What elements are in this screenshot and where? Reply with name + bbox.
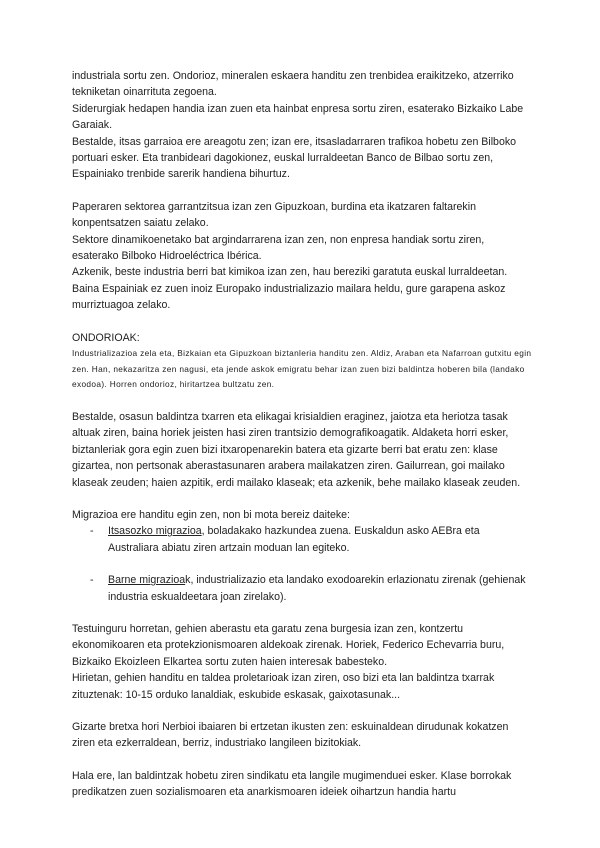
paragraph-conclusions: Industrializazioa zela eta, Bizkaian eta Gipuzkoan biztanleria handitu zen. Aldiz, Araban eta Nafarroan gutxitu egin zen. Han, nekazaritza zen nagusi, eta jende askok emigratu behar izan zuen bizi baldintza hoberen bila (landako exodoa). Horren ondorioz, hiritartzea bultzatu zen. [72,348,532,390]
list-item-term: Barne migrazioa [108,574,186,587]
spacer [72,556,532,572]
paragraph-proletariat: Hirietan, gehien handitu en taldea proletarioak izan ziren, oso bizi eta lan baldintza txarrak zituztenak: 10-15 orduko lanaldiak, eskubide eskasak, gaixotasunak... [72,672,495,701]
spacer [72,703,532,719]
spacer [72,314,532,330]
spacer [72,752,532,768]
spacer [72,393,532,409]
dash-bullet: - [90,525,94,538]
migration-list [72,523,532,605]
paragraph-railway: industriala sortu zen. Ondorioz, mineralen eskaera handitu zen trenbidea eraikitzeko, atzerriko tekniketan oinarrituta zegoena. [72,70,514,99]
spacer [72,491,532,507]
list-item [72,523,532,556]
paragraph-demography: Bestalde, osasun baldintza txarren eta elikagai krisialdien eraginez, jaiotza eta heriotza tasak altuak ziren, baina horiek jeisten hasi ziren trantsizio demografikoagatik. Aldaketa horri esker, biztanleriak gora egin zuen bizi itxaropenarekin batera eta gizarte berri bat eratu zen: klase gizartea, non pertsonak aberastasunaren arabera mailakatzen ziren. Gailurrean, goi mailako klaseak zeuden; haien azpitik, erdi mailako klaseak; eta azkenik, behe mailako klaseak zeuden. [72,410,521,489]
paragraph-social-gap: Gizarte bretxa hori Nerbioi ibaiaren bi ertzetan ikusten zen: eskuinaldean dirudunak kokatzen ziren eta ezkerraldean, berriz, industriako langileen bizitokiak. [72,720,509,750]
paragraph-migration: Migrazioa ere handitu egin zen, non bi mota bereiz daiteke: [72,508,350,521]
list-item-text: k, industrializazio eta landako exodoarekin erlazionatu zirenak (gehienak industria eskualdeetara joan zirelako). [108,574,526,603]
paragraph-bourgeoisie: Testuinguru horretan, gehien aberastu eta garatu zena burgesia izan zen, kontzertu ekonomikoaren eta protekzionismoaren aldekoak zirenak. Horiek, Federico Echevarria buru, Bizkaiko Ekoizleen Elkartea sortu zuten haien interesak babesteko. [72,622,505,668]
list-item [72,572,532,605]
list-item-term: Itsasozko migrazioa [108,525,202,538]
document-page [72,68,532,801]
paragraph-siderurgy: Siderurgiak hedapen handia izan zuen eta hainbat enpresa sortu ziren, esaterako Bizkaiko Labe Garaiak. [72,102,524,132]
spacer [72,605,532,621]
paragraph-paper: Paperaren sektorea garrantzitsua izan zen Gipuzkoan, burdina eta ikatzaren faltarekin konpentsatzen saiatu zelako. [72,200,476,230]
paragraph-transport: Bestalde, itsas garraioa ere areagotu zen; izan ere, itsasladarraren trafikoa hobetu zen Bilboko portuari esker. Eta tranbideari dagokionez, euskal lurraldeetan Banco de Bilbao sortu zen, Espainiako trenbide sarerik handiena bihurtuz. [72,135,517,181]
dash-bullet: - [90,574,94,587]
list-item-text: , boladakako hazkundea zuena. Euskaldun asko AEBra eta Australiara abiatu ziren artzain moduan lan egiteko. [108,525,480,554]
paragraph-unions: Hala ere, lan baldintzak hobetu ziren sindikatu eta langile mugimenduei esker. Klase borrokak predikatzen zuen sozialismoaren eta anarkismoaren ideiek oihartzun handia hartu [72,769,512,799]
paragraph-electricity: Sektore dinamikoenetako bat argindarrarena izan zen, non enpresa handiak sortu ziren, esaterako Bilboko Hidroeléctrica Ibérica. [72,233,485,263]
spacer [72,183,532,199]
section-heading: ONDORIOAK: [72,331,140,344]
paragraph-chemistry: Azkenik, beste industria berri bat kimikoa izan zen, hau bereziki garatuta euskal lurraldeetan. Baina Espainiak ez zuen inoiz Europako industrializazio mailara heldu, gure garapena askoz murriztuagoa zelako. [72,266,508,312]
